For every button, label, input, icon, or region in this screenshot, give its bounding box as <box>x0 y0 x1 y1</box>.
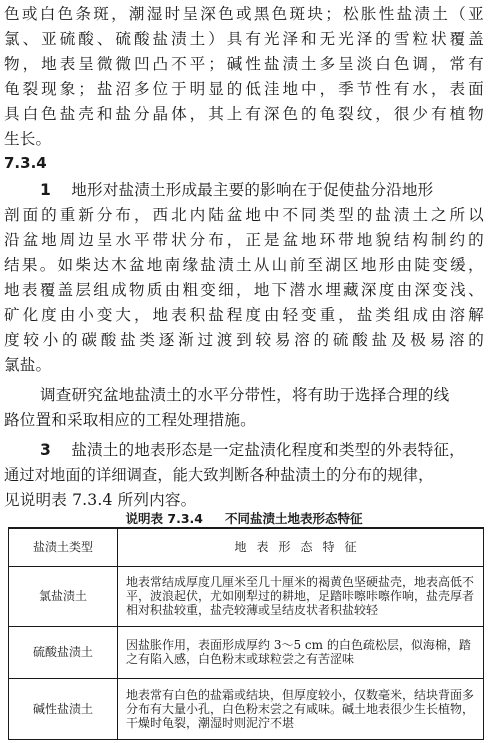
text-segment: 盐渍土的地表形态是一定盐渍化程度和类型的外表特征， <box>71 441 465 459</box>
text-line <box>40 438 465 463</box>
text-line: 沿 盆 地 周 边 呈 水 平 带 状 分 布 ， 正 是 盆 地 环 带 地 貌 结 构 制 约 的 <box>4 231 484 249</box>
text-line: 路位置和采取相应的工程处理措施。 <box>4 411 256 429</box>
text-line: 生长。 <box>4 130 52 148</box>
text-line: 结 果 。 如 柴 达 木 盆 地 南 缘 盐 渍 土 从 山 前 至 湖 区 地 形 由 陡 变 缓 ， <box>4 256 484 274</box>
cell-soil-type: 碱性盐渍土 <box>9 678 118 739</box>
table-row <box>9 678 484 739</box>
text-line: 剖 面 的 重 新 分 布 ， 西 北 内 陆 盆 地 中 不 同 类 型 的 盐 渍 土 之 所 以 <box>4 206 484 224</box>
salt-soil-surface-table <box>8 527 484 740</box>
text-line: 调查研究盆地盐渍土的水平分带性，将有助于选择合理的线 <box>40 386 450 404</box>
item-number: 1 <box>40 181 52 199</box>
text-line: 地 表 覆 盖 层 组 成 物 质 由 粗 变 细 ， 地 下 潜 水 埋 藏 深 度 由 深 变 浅 、 <box>4 281 484 299</box>
text-line: 氯盐。 <box>4 356 52 374</box>
table-header-row <box>9 528 484 566</box>
table-caption-number: 说明表 7.3.4 <box>125 511 203 526</box>
text-line <box>40 178 433 203</box>
cell-surface-feature: 因盐胀作用，表面形成厚约 3～5 cm 的白色疏松层，似海棉，踏之有陷入感，白色粉末或球粒尝之有苦涩味 <box>118 626 484 678</box>
cell-surface-feature: 地表常结成厚度几厘米至几十厘米的褐黄色坚硬盐壳，地表高低不平，波浪起伏，尤如刚犁过的耕地，足踏咔嚓咔嚓作响，盐壳厚者相对积盐较重，盐壳较薄或呈结皮状者积盐较轻 <box>118 566 484 626</box>
column-header-feature: 地表形态特征 <box>118 528 484 566</box>
table-row <box>9 566 484 626</box>
text-line: 色 或 白 色 条 斑 ， 潮 湿 时 呈 深 色 或 黑 色 斑 块 ； 松 胀 性 盐 渍 土 （ 亚 <box>4 5 484 23</box>
table-caption-title: 不同盐渍土地表形态特征 <box>224 511 363 526</box>
table-row <box>9 626 484 678</box>
text-segment: 地形对盐渍土形成最主要的影响在于促使盐分沿地形 <box>71 181 434 199</box>
text-line: 物 ， 地 表 呈 微 微 凹 凸 不 平 ； 碱 性 盐 渍 土 多 呈 淡 白 色 调 ， 常 有 <box>4 55 484 73</box>
text-line: 度 较 小 的 碳 酸 盐 类 逐 渐 过 渡 到 较 易 溶 的 硫 酸 盐 及 极 易 溶 的 <box>4 331 484 349</box>
column-header-type: 盐渍土类型 <box>9 528 118 566</box>
cell-soil-type: 硫酸盐渍土 <box>9 626 118 678</box>
cell-soil-type: 氯盐渍土 <box>9 566 118 626</box>
text-line: 氯 、 亚 硫 酸 、 硫 酸 盐 渍 土 ） 具 有 光 泽 和 无 光 泽 的 雪 粒 状 覆 盖 <box>4 30 484 48</box>
text-line: 通过对地面的详细调查，能大致判断各种盐渍土的分布的规律， <box>4 466 434 484</box>
item-number: 3 <box>40 441 52 459</box>
cell-surface-feature: 地表常有白色的盐霜或结块，但厚度较小，仅数毫米，结块背面多分布有大量小孔，白色粉末尝之有咸味。碱土地表很少生长植物，干燥时龟裂，潮湿时则泥泞不堪 <box>118 678 484 739</box>
text-line: 具 白 色 盐 壳 和 盐 分 晶 体 ， 其 上 有 深 色 的 龟 裂 纹 ， 很 少 有 植 物 <box>4 105 484 123</box>
table-caption <box>0 509 488 527</box>
text-line: 矿 化 度 由 小 变 大 ， 地 表 积 盐 程 度 由 轻 变 重 ， 盐 类 组 成 由 溶 解 <box>4 306 484 324</box>
section-heading: 7.3.4 <box>4 154 47 172</box>
text-line: 见说明表 7.3.4 所列内容。 <box>4 491 197 509</box>
text-line: 龟 裂 现 象 ； 盐 沼 多 位 于 明 显 的 低 洼 地 中 ， 季 节 性 有 水 ， 表 面 <box>4 80 484 98</box>
